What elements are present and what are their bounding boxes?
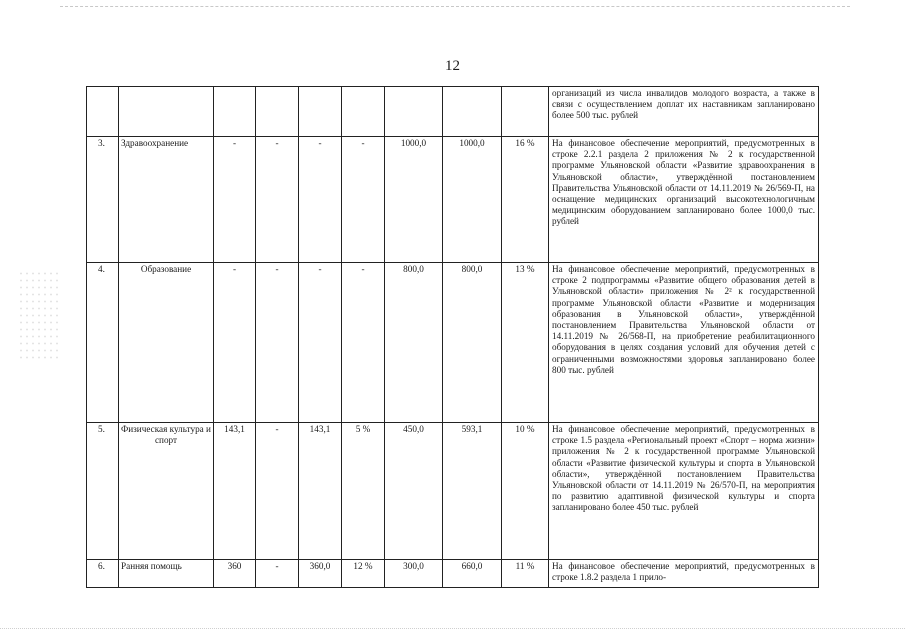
value-cell (385, 87, 443, 137)
table-row (87, 137, 819, 263)
description-cell: организаций из числа инвалидов молодого возраста, а также в связи с осуществлением доплат их наставникам запланировано более 500 тыс. рублей (549, 87, 819, 137)
scan-noise (18, 270, 58, 360)
value-cell: 360,0 (299, 560, 342, 588)
value-cell: 360 (214, 560, 256, 588)
row-number: 6. (87, 560, 119, 588)
description-cell: На финансовое обеспечение мероприятий, предусмотренных в строке 1.5 раздела «Региональный проект «Спорт – норма жизни» приложения № 2 к государственной программе Ульяновской области «Развитие физической культуры и спорта в Ульяновской области», утверждённой постановлением Правительства Ульяновской области от 14.11.2019 № 26/570-П, на мероприятия по развитию адаптивной физической культуры и спорта запланировано более 450 тыс. рублей (549, 423, 819, 560)
row-number (87, 87, 119, 137)
value-cell (256, 87, 299, 137)
description-cell: На финансовое обеспечение мероприятий, предусмотренных в строке 2.2.1 раздела 2 приложения № 2 к государственной программе Ульяновской области «Развитие здравоохранения в Ульяновской области», утверждённой постановлением Правительства Ульяновской области от 14.11.2019 № 26/569-П, на оснащение медицинских организаций высокотехнологичным медицинским оборудованием запланировано более 1000,0 тыс. рублей (549, 137, 819, 263)
value-cell: - (256, 560, 299, 588)
row-number: 3. (87, 137, 119, 263)
row-number: 5. (87, 423, 119, 560)
value-cell: 450,0 (385, 423, 443, 560)
value-cell: 143,1 (299, 423, 342, 560)
value-cell: 300,0 (385, 560, 443, 588)
sphere-name: Образование (119, 263, 214, 423)
table-row (87, 560, 819, 588)
value-cell: - (342, 263, 385, 423)
value-cell: 16 % (502, 137, 549, 263)
value-cell (214, 87, 256, 137)
value-cell: 593,1 (443, 423, 502, 560)
table-row (87, 87, 819, 137)
description-cell: На финансовое обеспечение мероприятий, предусмотренных в строке 1.8.2 раздела 1 прило- (549, 560, 819, 588)
value-cell: 143,1 (214, 423, 256, 560)
value-cell: - (214, 137, 256, 263)
value-cell (443, 87, 502, 137)
value-cell (502, 87, 549, 137)
value-cell: 11 % (502, 560, 549, 588)
value-cell: 13 % (502, 263, 549, 423)
value-cell: 800,0 (443, 263, 502, 423)
page-number: 12 (445, 58, 460, 74)
value-cell: - (214, 263, 256, 423)
sphere-name: Физическая культура и спорт (119, 423, 214, 560)
sphere-name (119, 87, 214, 137)
scan-edge-top (60, 6, 850, 8)
value-cell: - (299, 137, 342, 263)
sphere-name: Здравоохранение (119, 137, 214, 263)
value-cell: 12 % (342, 560, 385, 588)
table-row (87, 263, 819, 423)
value-cell: 10 % (502, 423, 549, 560)
value-cell: 660,0 (443, 560, 502, 588)
row-number: 4. (87, 263, 119, 423)
value-cell: 1000,0 (385, 137, 443, 263)
program-table (86, 86, 819, 588)
program-table-container (86, 86, 819, 588)
value-cell: - (299, 263, 342, 423)
scan-edge-bottom (0, 628, 905, 630)
value-cell: - (342, 137, 385, 263)
value-cell: - (256, 263, 299, 423)
value-cell: - (256, 137, 299, 263)
value-cell: 800,0 (385, 263, 443, 423)
value-cell (342, 87, 385, 137)
description-cell: На финансовое обеспечение мероприятий, предусмотренных в строке 2 подпрограммы «Развитие общего образования детей в Ульяновской области» приложения № 2² к государственной программе Ульяновской области «Развитие и модернизация образования в Ульяновской области», утверждённой постановлением Правительства Ульяновской области от 14.11.2019 № 26/568-П, на приобретение реабилитационного оборудования в целях создания условий для обучения детей с ограниченными возможностями здоровья запланировано более 800 тыс. рублей (549, 263, 819, 423)
value-cell: 1000,0 (443, 137, 502, 263)
sphere-name: Ранняя помощь (119, 560, 214, 588)
value-cell: - (256, 423, 299, 560)
table-row (87, 423, 819, 560)
value-cell: 5 % (342, 423, 385, 560)
value-cell (299, 87, 342, 137)
